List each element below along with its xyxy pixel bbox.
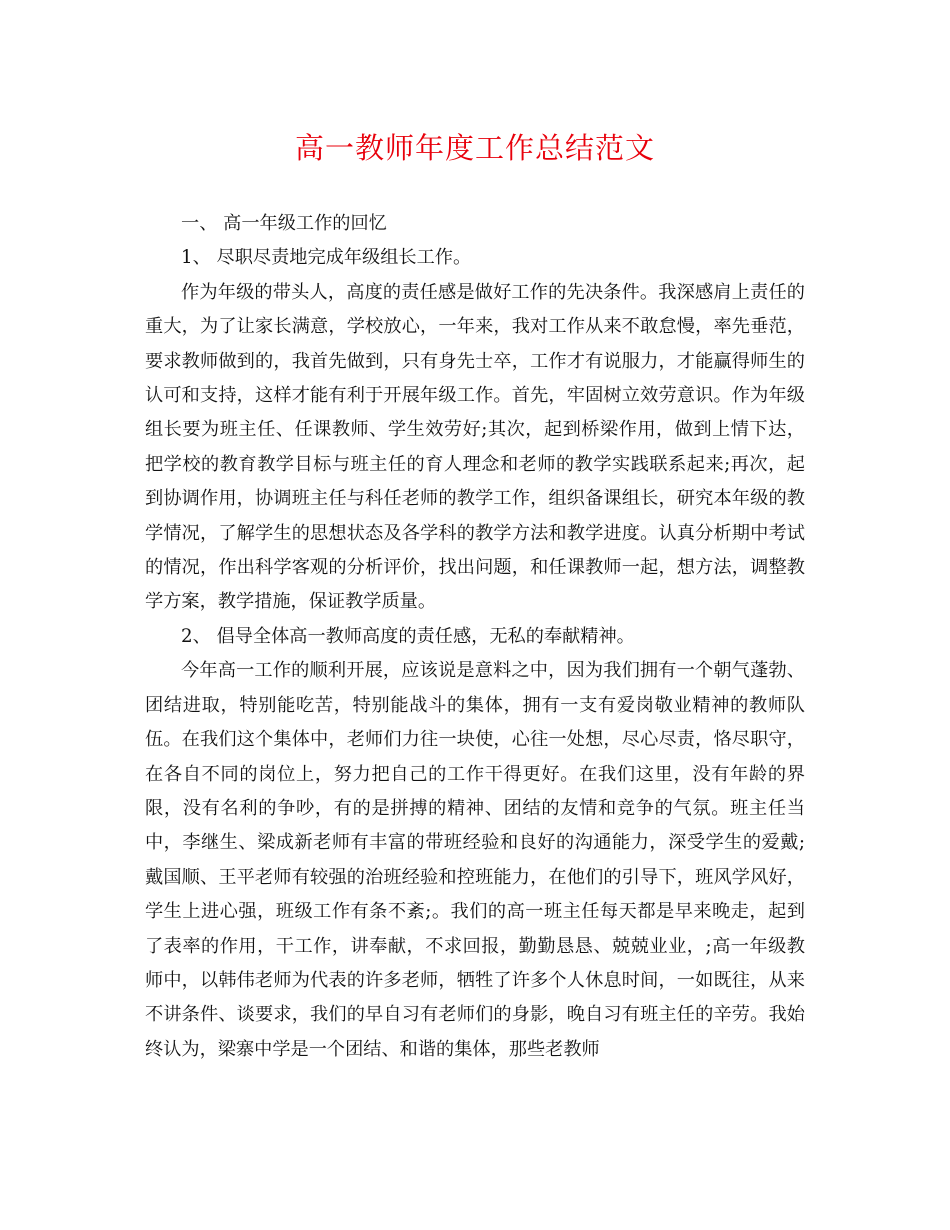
section-heading: 一、 高一年级工作的回忆 bbox=[181, 213, 387, 234]
body-paragraph: 作为年级的带头人，高度的责任感是做好工作的先决条件。我深感肩上责任的重大，为了让家长满意，学校放心，一年来，我对工作从来不敢怠慢，率先垂范，要求教师做到的，我首先做到，只有身先士卒，工作才有说服力，才能赢得师生的认可和支持，这样才能有利于开展年级工作。首先，牢固树立效劳意识。作为年级组长要为班主任、任课教师、学生效劳好;其次，起到桥梁作用，做到上情下达，把学校的教育教学目标与班主任的育人理念和老师的教学实践联系起来;再次，起到协调作用，协调班主任与科任老师的教学工作，组织备课组长，研究本年级的教学情况，了解学生的思想状态及各学科的教学方法和教学进度。认真分析期中考试的情况，作出科学客观的分析评价，找出问题，和任课教师一起，想方法，调整教学方案，教学措施，保证教学质量。 bbox=[145, 281, 805, 613]
document-title: 高一教师年度工作总结范文 bbox=[294, 131, 655, 165]
body-paragraph: 今年高一工作的顺利开展，应该说是意料之中，因为我们拥有一个朝气蓬勃、团结进取，特别能吃苦，特别能战斗的集体，拥有一支有爱岗敬业精神的教师队伍。在我们这个集体中，老师们力往一块使，心往一处想，尽心尽责，恪尽职守，在各自不同的岗位上，努力把自己的工作干得更好。在我们这里，没有年龄的界限，没有名利的争吵，有的是拼搏的精神、团结的友情和竞争的气氛。班主任当中，李继生、梁成新老师有丰富的带班经验和良好的沟通能力，深受学生的爱戴;戴国顺、王平老师有较强的治班经验和控班能力，在他们的引导下，班风学风好，学生上进心强，班级工作有条不紊;。我们的高一班主任每天都是早来晚走，起到了表率的作用，干工作，讲奉献，不求回报，勤勤恳恳、兢兢业业，;高一年级教师中，以韩伟老师为代表的许多老师，牺牲了许多个人休息时间，一如既往，从来不讲条件、谈要求，我们的早自习有老师们的身影，晚自习有班主任的辛劳。我始终认为，梁寨中学是一个团结、和谐的集体，那些老教师 bbox=[145, 660, 805, 1060]
subsection-heading: 1、 尽职尽责地完成年级组长工作。 bbox=[181, 247, 472, 269]
document-body bbox=[145, 207, 805, 1067]
subsection-heading: 2、 倡导全体高一教师高度的责任感，无私的奉献精神。 bbox=[181, 625, 635, 647]
